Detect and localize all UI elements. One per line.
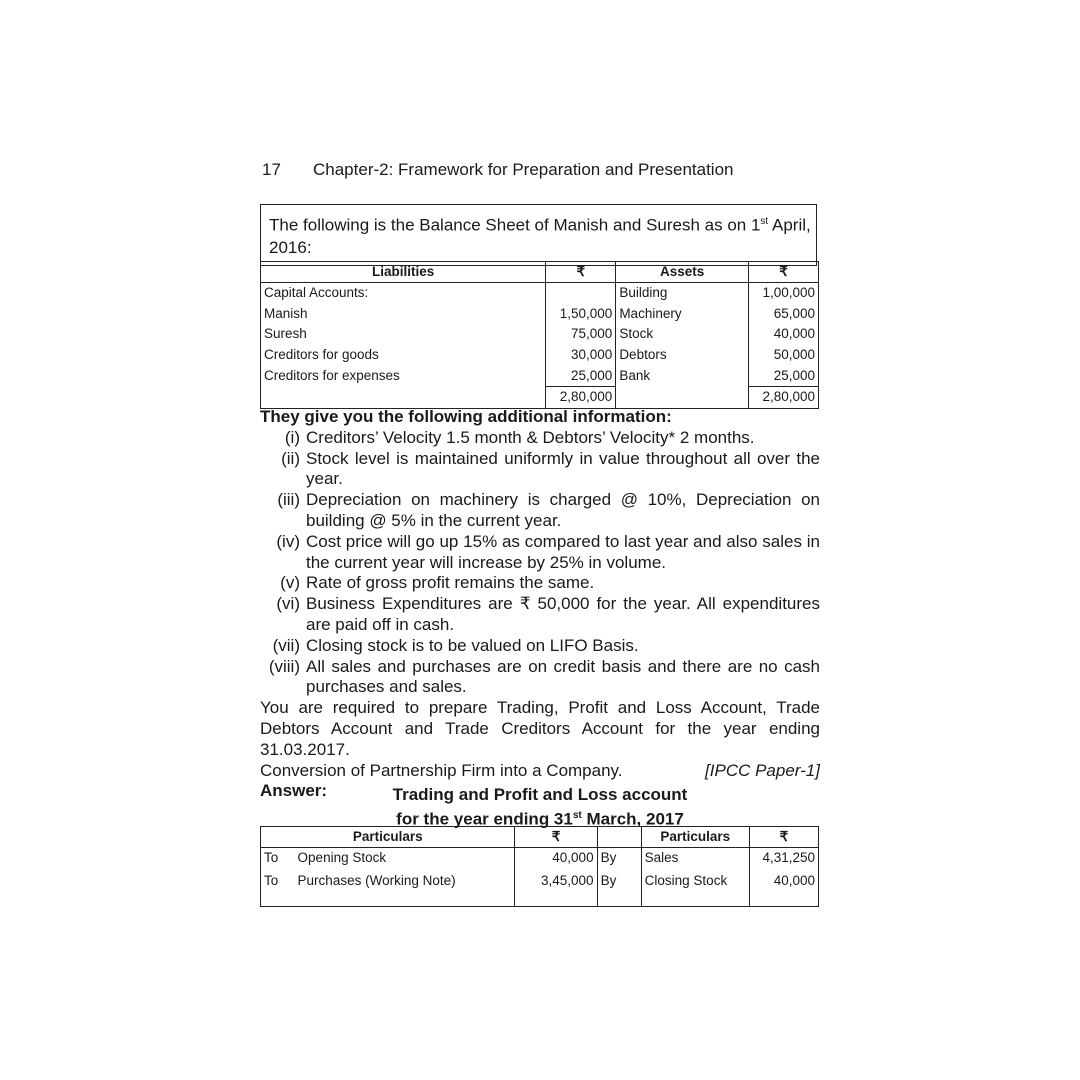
balance-sheet-row [261, 304, 819, 325]
list-item [260, 636, 820, 657]
asset-amount: 1,00,000 [749, 283, 819, 304]
asset-label [616, 386, 749, 408]
assets-rupee-header: ₹ [749, 262, 819, 283]
credit-prefix: By [597, 871, 641, 894]
trading-account-title: Trading and Profit and Loss account [392, 785, 688, 804]
liability-label: Capital Accounts: [264, 285, 369, 301]
asset-label: Debtors [616, 345, 749, 366]
question-intro-text: The following is the Balance Sheet of Manish and Suresh as on 1 [269, 215, 761, 235]
additional-info-heading: They give you the following additional information: [260, 407, 672, 426]
subtitle-text: for the year ending 31 [396, 809, 573, 829]
debit-rupee-header: ₹ [515, 827, 597, 848]
balance-sheet-row [261, 324, 819, 345]
liability-amount: 25,000 [546, 365, 616, 386]
list-text: Business Expenditures are ₹ 50,000 for the year. All expenditures are paid off in cash. [306, 594, 820, 634]
exam-reference: [IPCC Paper-1] [705, 760, 820, 780]
liabilities-header: Liabilities [261, 262, 546, 283]
asset-amount: 40,000 [749, 324, 819, 345]
balance-sheet-total-row [261, 386, 819, 408]
list-item [260, 490, 820, 532]
asset-amount: 65,000 [749, 304, 819, 325]
assets-header: Assets [616, 262, 749, 283]
liability-label: Creditors for goods [264, 347, 379, 363]
trading-header-row [261, 827, 819, 848]
list-marker: (iii) [277, 490, 300, 510]
requirement-text: You are required to prepare Trading, Profit and Loss Account, Trade Debtors Account and Trade Creditors Account for the year ending 31.03.2017. [260, 698, 820, 759]
balance-sheet-row [261, 283, 819, 304]
list-text: Rate of gross profit remains the same. [306, 573, 595, 593]
balance-sheet-header-row [261, 262, 819, 283]
list-item [260, 573, 820, 594]
list-item [260, 428, 820, 449]
list-marker: (ii) [281, 448, 300, 468]
credit-particular: Sales [641, 848, 749, 872]
liability-label: Manish [264, 305, 308, 321]
asset-amount: 25,000 [749, 365, 819, 386]
liability-amount: 30,000 [546, 345, 616, 366]
list-text: Creditors’ Velocity 1.5 month & Debtors’ Velocity* 2 months. [306, 427, 755, 447]
debit-prefix: To [264, 873, 279, 889]
credit-amount: 40,000 [749, 871, 818, 894]
debit-particular: Purchases (Working Note) [297, 873, 456, 889]
list-marker: (vi) [276, 594, 300, 614]
subtitle-sup: st [572, 810, 582, 821]
list-text: All sales and purchases are on credit basis and there are no cash purchases and sales. [306, 656, 820, 697]
debit-prefix: To [264, 850, 279, 865]
credit-particular: Closing Stock [641, 871, 749, 894]
liability-amount: 75,000 [546, 324, 616, 345]
list-item [260, 594, 820, 636]
liability-label: Suresh [264, 326, 307, 342]
question-intro-date: April, 2016: [269, 215, 811, 257]
asset-label: Stock [616, 324, 749, 345]
balance-sheet-row [261, 365, 819, 386]
balance-sheet-row [261, 345, 819, 366]
list-text: Depreciation on machinery is charged @ 10%, Depreciation on building @ 5% in the current year. [306, 490, 820, 530]
liability-label: Creditors for expenses [264, 367, 400, 383]
list-marker: (iv) [276, 531, 300, 551]
page-number: 17 [262, 160, 281, 179]
liability-label [261, 386, 546, 408]
liability-amount [546, 283, 616, 304]
list-item [260, 532, 820, 574]
additional-info-list [260, 428, 820, 698]
list-marker: (vii) [272, 635, 300, 655]
liabilities-total: 2,80,000 [546, 386, 616, 408]
asset-label: Machinery [616, 304, 749, 325]
liabilities-rupee-header: ₹ [546, 262, 616, 283]
answer-label: Answer: [260, 781, 328, 801]
list-marker: (viii) [268, 656, 300, 676]
chapter-title: Chapter-2: Framework for Preparation and Presentation [313, 160, 734, 179]
question-intro-sup: st [760, 216, 769, 227]
credit-particulars-header: Particulars [641, 827, 749, 848]
page-header [262, 160, 733, 180]
asset-label: Bank [616, 365, 749, 386]
liability-amount: 1,50,000 [546, 304, 616, 325]
asset-label: Building [616, 283, 749, 304]
source-line [260, 761, 820, 782]
credit-rupee-header: ₹ [749, 827, 818, 848]
list-item [260, 449, 820, 491]
trading-account-table [260, 826, 819, 907]
credit-prefix-header [597, 827, 641, 848]
list-item [260, 657, 820, 699]
debit-amount: 3,45,000 [515, 871, 597, 894]
credit-prefix: By [597, 848, 641, 872]
list-text: Stock level is maintained uniformly in value throughout all over the year. [306, 448, 820, 489]
trading-row [261, 871, 819, 894]
list-text: Closing stock is to be valued on LIFO Basis. [306, 635, 639, 655]
subtitle-date: March, 2017 [581, 809, 684, 829]
conversion-text: Conversion of Partnership Firm into a Company. [260, 760, 623, 780]
list-marker: (v) [280, 573, 300, 593]
question-intro-box [260, 204, 817, 266]
debit-particular: Opening Stock [297, 850, 387, 865]
list-marker: (i) [284, 427, 300, 447]
additional-information [260, 407, 820, 802]
trading-filler-row [261, 895, 819, 907]
balance-sheet-table [260, 261, 819, 409]
debit-amount: 40,000 [515, 848, 597, 872]
assets-total: 2,80,000 [749, 386, 819, 408]
trading-row [261, 848, 819, 872]
credit-amount: 4,31,250 [749, 848, 818, 872]
list-text: Cost price will go up 15% as compared to last year and also sales in the current year will increase by 25% in volume. [306, 531, 820, 572]
asset-amount: 50,000 [749, 345, 819, 366]
debit-particulars-header: Particulars [261, 827, 515, 848]
